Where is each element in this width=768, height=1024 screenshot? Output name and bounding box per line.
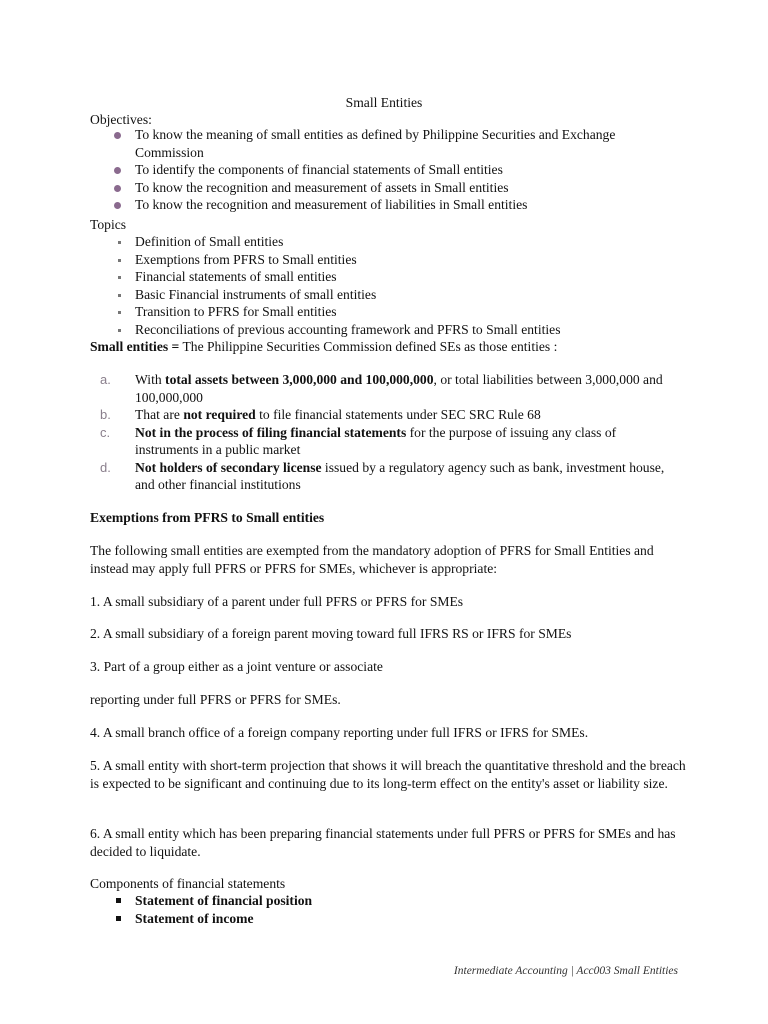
- bullet-icon: [114, 202, 121, 209]
- objectives-list: [112, 126, 672, 214]
- list-item: d. Not holders of secondary license issued by a regulatory agency such as bank, investment house, and other financial institutions: [100, 459, 665, 492]
- bullet-icon: [116, 898, 121, 903]
- definition-text: The Philippine Securities Commission defined SEs as those entities :: [179, 339, 558, 354]
- list-item: b. That are not required to file financial statements under SEC SRC Rule 68: [100, 407, 541, 422]
- exemption-item-continued: reporting under full PFRS or PFRS for SMEs.: [90, 692, 341, 707]
- components-list: [112, 892, 612, 927]
- list-item: a. With total assets between 3,000,000 and 100,000,000, or total liabilities between 3,000,000 and 100,000,000: [100, 372, 663, 405]
- bullet-icon: [118, 311, 121, 314]
- list-item: c. Not in the process of filing financial statements for the purpose of issuing any class of instruments in a public market: [100, 424, 617, 457]
- bullet-icon: [116, 916, 121, 921]
- list-item: To identify the components of financial statements of Small entities: [112, 161, 672, 179]
- exemption-item: 2. A small subsidiary of a foreign parent moving toward full IFRS RS or IFRS for SMEs: [90, 626, 572, 641]
- topics-heading: Topics: [90, 217, 127, 232]
- exemption-item: 5. A small entity with short-term projection that shows it will breach the quantitative threshold and the breach is expected to be significant and continuing due to its long-term effect on the entity's asset or liability size.: [90, 758, 686, 791]
- list-item: Transition to PFRS for Small entities: [112, 303, 672, 321]
- list-item: To know the meaning of small entities as defined by Philippine Securities and Exchange Commission: [112, 126, 672, 161]
- list-item: Financial statements of small entities: [112, 268, 672, 286]
- list-item: Statement of financial position: [112, 892, 612, 910]
- list-item: To know the recognition and measurement of assets in Small entities: [112, 179, 672, 197]
- list-item: Reconciliations of previous accounting framework and PFRS to Small entities: [112, 321, 672, 339]
- exemption-item: 6. A small entity which has been preparing financial statements under full PFRS or PFRS for SMEs and has decided to liquidate.: [90, 826, 676, 859]
- list-item: Statement of income: [112, 910, 612, 928]
- bullet-icon: [118, 276, 121, 279]
- components-heading: Components of financial statements: [90, 876, 286, 891]
- criteria-list: [100, 371, 680, 494]
- bullet-icon: [114, 167, 121, 174]
- exemption-item: 1. A small subsidiary of a parent under full PFRS or PFRS for SMEs: [90, 594, 464, 609]
- list-letter: a.: [100, 372, 111, 387]
- topics-list: [112, 233, 672, 338]
- exemption-item: 4. A small branch office of a foreign company reporting under full IFRS or IFRS for SMEs.: [90, 725, 589, 740]
- list-item: Basic Financial instruments of small entities: [112, 286, 672, 304]
- list-letter: c.: [100, 424, 111, 440]
- exemptions-intro: The following small entities are exempted from the mandatory adoption of PFRS for Small Entities and instead may apply full PFRS or PFRS for SMEs, whichever is appropriate:: [90, 543, 654, 576]
- bullet-icon: [118, 241, 121, 244]
- objectives-heading: Objectives:: [90, 112, 152, 127]
- list-letter: b.: [100, 407, 111, 422]
- page-footer: Intermediate Accounting | Acc003 Small Entities: [453, 965, 678, 977]
- list-item: Exemptions from PFRS to Small entities: [112, 251, 672, 269]
- list-item: Definition of Small entities: [112, 233, 672, 251]
- exemption-item: 3. Part of a group either as a joint venture or associate: [90, 659, 383, 674]
- bullet-icon: [118, 259, 121, 262]
- page-title: Small Entities: [345, 95, 423, 110]
- definition-term: Small entities =: [90, 339, 180, 354]
- list-item: To know the recognition and measurement of liabilities in Small entities: [112, 196, 672, 214]
- bullet-icon: [118, 294, 121, 297]
- bullet-icon: [118, 329, 121, 332]
- bullet-icon: [114, 185, 121, 192]
- exemptions-heading: Exemptions from PFRS to Small entities: [90, 510, 325, 525]
- definition-paragraph: [90, 338, 690, 356]
- list-letter: d.: [100, 459, 111, 475]
- bullet-icon: [114, 132, 121, 139]
